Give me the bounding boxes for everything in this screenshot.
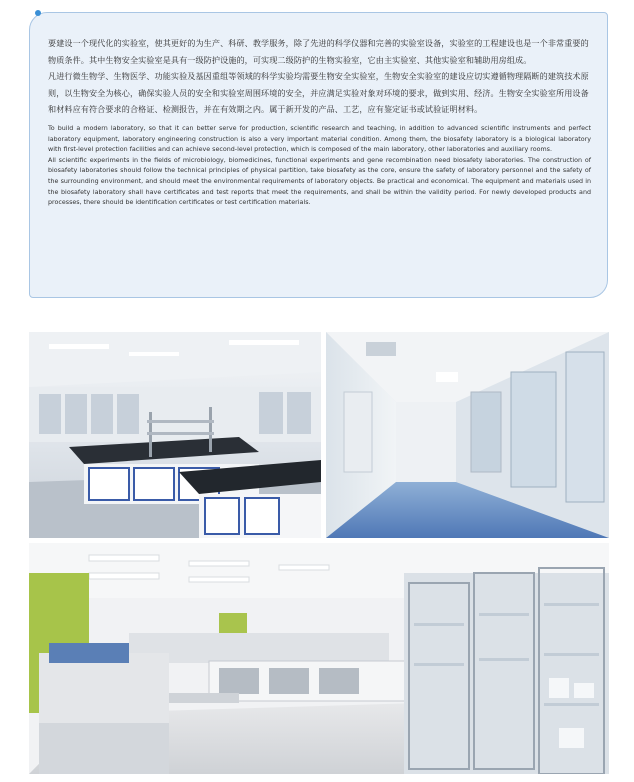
en-paragraph-2: All scientific experiments in the fields of microbiology, biomedicines, functional experiments and gene recombination need biosafety laboratories. The construction of biosafety laboratories should follow the technical principles of physical partition, take biosafety as the core, ensure the safety of laboratory personnel and the safety of the surrounding environment, and should meet the environmental requirements of laboratory objects. Be practical and economical. The equipment and materials used in the biosafety laboratory shall have certificates and test reports that meet the requirements, and shall be within the validity period. For newly developed products and processes, there should be identification certificates or test certification materials. — [48, 156, 591, 207]
en-paragraph-1: To build a modern laboratory, so that it can better serve for production, scientific research and teaching, in addition to advanced scientific instruments and perfect laboratory equipment, laboratory engineering construction is also a very important material condition. Among them, the biosafety laboratory is a biological laboratory with first-level protection facilities and can achieve second-level protection, which is composed of the main laboratory, other laboratories and auxiliary rooms. — [48, 124, 591, 154]
large-lab-photo — [29, 543, 609, 774]
en-text-block — [48, 124, 591, 209]
cn-paragraph-1: 要建设一个现代化的实验室，使其更好的为生产、科研、教学服务，除了先进的科学仪器和完善的实验室设备，实验室的工程建设也是一个非常重要的物质条件。其中生物安全实验室是具有一级防护设施的，可实现二级防护的生物实验室，它由主实验室、其他实验室和辅助用房组成。 — [48, 38, 589, 65]
intro-text-panel — [29, 12, 608, 298]
lab-bench-photo — [29, 332, 321, 538]
panel-accent-dot — [35, 10, 41, 16]
cn-paragraph-2: 凡进行微生物学、生物医学、功能实验及基因重组等领域的科学实验均需要生物安全实验室，生物安全实验室的建设应切实遵循物理隔断的建筑技术原则，以生物安全为核心，确保实验人员的安全和实验室周围环境的安全，并应满足实验对象对环境的要求，做到实用、经济。生物安全实验室所用设备和材料应有符合要求的合格证、检测报告，并在有效期之内。属于新开发的产品、工艺，应有鉴定证书或试验证明材料。 — [48, 71, 589, 115]
lab-corridor-photo — [326, 332, 609, 538]
